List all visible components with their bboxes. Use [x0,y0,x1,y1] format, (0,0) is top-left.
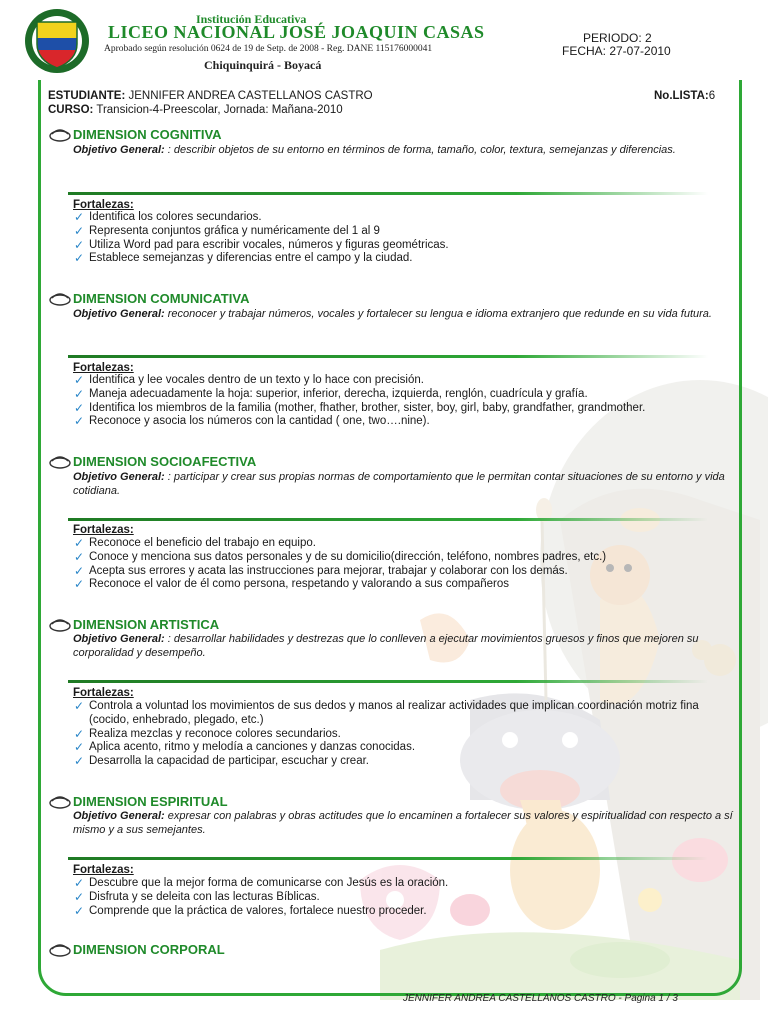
dimension-bullet-icon [48,794,72,809]
list-item [74,551,724,565]
fortalezas-title: Fortalezas: [73,864,134,876]
check-icon: ✓ [74,223,85,238]
item-text: Conoce y menciona sus datos personales y de su domicilio(dirección, teléfono, nombres padres, etc.) [89,550,607,563]
dimension-bullet-icon [48,454,72,469]
objective-cognitiva [73,143,733,157]
dimension-title-text: DIMENSION COGNITIVA [73,127,222,142]
dimension-title-comunicativa [48,291,249,306]
dimension-title-corporal [48,942,225,957]
fecha-text: FECHA: 27-07-2010 [562,44,671,58]
objective-artistica [73,632,733,660]
check-icon: ✓ [74,577,85,592]
dimension-bullet-icon [48,127,72,142]
check-icon: ✓ [74,740,85,755]
section-divider [68,355,708,358]
fortalezas-list-artistica [74,700,724,769]
item-text: Controla a voluntad los movimientos de sus dedos y manos al realizar actividades que implican coordinación motriz fina (cocido, enhebrado, plegado, etc.) [89,700,699,726]
item-text: Descubre que la mejor forma de comunicarse con Jesús es la oración. [89,877,449,889]
lista-row [654,90,715,102]
check-icon: ✓ [74,903,85,918]
item-text: Identifica los miembros de la familia (mother, fhather, brother, sister, boy, girl, baby, grandfather, grandmother. [89,401,646,414]
check-icon: ✓ [74,373,85,387]
objective-label: Objetivo General: [73,471,165,483]
list-item [74,402,724,416]
dimension-title-text: DIMENSION SOCIOAFECTIVA [73,454,257,469]
curso-value: Transicion-4-Preescolar, Jornada: Mañana-2010 [93,104,343,116]
check-icon: ✓ [74,549,85,564]
list-item [74,225,724,239]
dimension-title-text: DIMENSION ARTISTICA [73,617,220,632]
school-city: Chiquinquirá - Boyacá [204,58,322,72]
list-item [74,578,724,592]
resolution-text: Aprobado según resolución 0624 de 19 de Setp. de 2008 - Reg. DANE 115176000041 [104,44,433,54]
dimension-title-cognitiva [48,127,222,142]
dimension-title-artistica [48,617,219,632]
estudiante-label: ESTUDIANTE: [48,90,126,102]
fortalezas-list-cognitiva [74,211,724,266]
check-icon: ✓ [74,414,85,429]
dimension-title-text: DIMENSION COMUNICATIVA [73,291,250,306]
item-text: Reconoce el valor de él como persona, respetando y valorando a sus compañeros [89,578,509,591]
list-item [74,565,724,579]
list-item [74,728,724,742]
item-text: Representa conjuntos gráfica y numéricamente del 1 al 9 [89,224,380,237]
check-icon: ✓ [74,876,85,890]
list-item [74,374,724,388]
check-icon: ✓ [74,386,85,401]
fortalezas-title: Fortalezas: [73,362,134,374]
check-icon: ✓ [74,210,85,224]
objective-espiritual [73,809,733,837]
check-icon: ✓ [74,400,85,415]
objective-text: expresar con palabras y obras actitudes que lo encaminen a fortalecer sus valores y espiritualidad con respecto a sí mismo y a sus semejantes. [73,810,733,836]
section-divider [68,518,708,521]
section-divider [68,680,708,683]
list-item [74,700,724,728]
fortalezas-list-socioafectiva [74,537,724,592]
dimension-bullet-icon [48,942,72,957]
list-item [74,891,724,905]
objective-text: : describir objetos de su entorno en términos de forma, tamaño, color, textura, semejanzas y diferencias. [164,144,676,156]
item-text: Reconoce el beneficio del trabajo en equipo. [89,537,316,549]
student-row [48,90,373,102]
objective-text: reconocer y trabajar números, vocales y fortalecer su lengua e idioma extranjero que redunde en su vida futura. [164,308,712,320]
check-icon: ✓ [74,889,85,904]
dimension-bullet-icon [48,617,72,632]
page-header [0,0,768,80]
school-crest-icon [24,8,90,74]
objective-socioafectiva [73,470,733,498]
item-text: Disfruta y se deleita con las lecturas Bíblicas. [89,890,320,903]
list-item [74,537,724,551]
item-text: Acepta sus errores y acata las instrucciones para mejorar, trabajar y colaborar con los demás. [89,564,568,577]
dimension-title-text: DIMENSION ESPIRITUAL [73,794,228,809]
objective-label: Objetivo General: [73,810,165,822]
fortalezas-list-espiritual [74,877,724,918]
list-item [74,252,724,266]
list-item [74,388,724,402]
dimension-bullet-icon [48,291,72,306]
fortalezas-title: Fortalezas: [73,199,134,211]
school-name: LICEO NACIONAL JOSÉ JOAQUIN CASAS [108,22,485,42]
objective-label: Objetivo General: [73,144,165,156]
check-icon: ✓ [74,563,85,578]
fortalezas-title: Fortalezas: [73,687,134,699]
check-icon: ✓ [74,237,85,252]
item-text: Aplica acento, ritmo y melodía a canciones y danzas conocidas. [89,741,416,754]
list-item [74,741,724,755]
page-footer: JENNIFER ANDREA CASTELLANOS CASTRO - Pagina 1 / 3 [403,993,678,1004]
dimension-title-espiritual [48,794,228,809]
list-item [74,239,724,253]
item-text: Identifica los colores secundarios. [89,211,262,223]
list-item [74,877,724,891]
item-text: Identifica y lee vocales dentro de un texto y lo hace con precisión. [89,374,424,386]
objective-comunicativa [73,307,733,321]
item-text: Establece semejanzas y diferencias entre el campo y la ciudad. [89,252,413,265]
check-icon: ✓ [74,251,85,266]
fortalezas-title: Fortalezas: [73,524,134,536]
check-icon: ✓ [74,726,85,741]
item-text: Maneja adecuadamente la hoja: superior, inferior, derecha, izquierda, renglón, cuadrícula y grafía. [89,387,588,400]
item-text: Utiliza Word pad para escribir vocales, números y figuras geométricas. [89,238,449,251]
list-item [74,211,724,225]
list-item [74,415,724,429]
lista-number: 6 [708,90,716,102]
dimension-title-socioafectiva [48,454,256,469]
item-text: Realiza mezclas y reconoce colores secundarios. [89,727,341,740]
lista-label: No.LISTA: [654,90,709,102]
curso-row [48,104,343,116]
fortalezas-list-comunicativa [74,374,724,429]
item-text: Reconoce y asocia los números con la cantidad ( one, two….nine). [89,415,430,428]
section-divider [68,192,708,195]
objective-text: : desarrollar habilidades y destrezas que lo conlleven a ejecutar movimientos gruesos y finos que mejoren su corporalidad y desempeño. [73,633,699,659]
item-text: Desarrolla la capacidad de participar, escuchar y crear. [89,755,369,768]
objective-label: Objetivo General: [73,308,165,320]
student-name: JENNIFER ANDREA CASTELLANOS CASTRO [125,90,373,102]
list-item [74,755,724,769]
dimension-title-text: DIMENSION CORPORAL [73,942,225,957]
institution-line: Institución Educativa [196,12,307,26]
objective-label: Objetivo General: [73,633,165,645]
item-text: Comprende que la práctica de valores, fortalece nuestro proceder. [89,904,427,917]
objective-text: : participar y crear sus propias normas de comportamiento que le permitan contar situaciones de su entorno y vida cotidiana. [73,471,725,497]
curso-label: CURSO: [48,104,94,116]
periodo-text: PERIODO: 2 [583,31,652,45]
section-divider [68,857,708,860]
list-item [74,905,724,919]
check-icon: ✓ [74,754,85,769]
check-icon: ✓ [74,699,85,713]
check-icon: ✓ [74,536,85,550]
